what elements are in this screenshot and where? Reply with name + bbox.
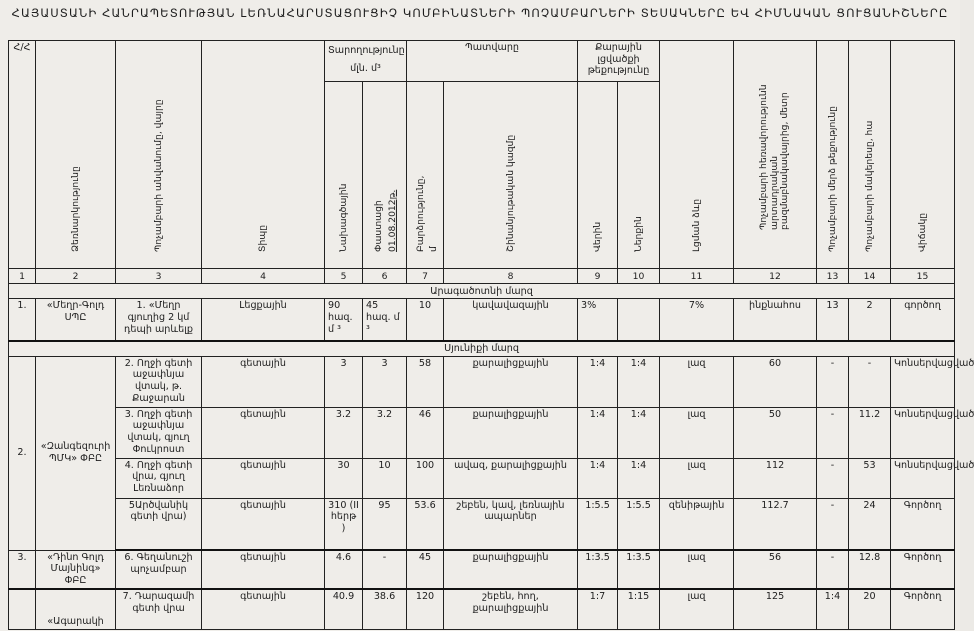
header-status: Վիճակը <box>891 41 955 269</box>
column-number-row <box>9 269 955 284</box>
cell-actual: 10 <box>363 458 407 498</box>
cell-design: 4.6 <box>325 550 363 589</box>
cell-actual: - <box>363 550 407 589</box>
cell-owner: «Մեղր-Գոլդ ՍՊԸ <box>36 299 116 341</box>
cell-design: 40.9 <box>325 589 363 629</box>
table-row <box>9 356 955 407</box>
header-slope: Քարային լցվածքի թեքությունը <box>578 41 660 82</box>
cell-owner: «Զանգեզուրի ՊՄԿ» ՓԲԸ <box>36 356 116 550</box>
header-distance: Պոչամբարի հեռավորությունն արտադրական բազմաբնակավայրից, մետր <box>734 41 817 269</box>
cell-height: 100 <box>407 458 444 498</box>
col-number: 8 <box>444 269 578 284</box>
cell-slope-bottom: 1:4 <box>618 458 660 498</box>
cell-slope-bottom: 1:4 <box>618 356 660 407</box>
header-name-location: Պոչամբարի անվանումը, վայրը <box>116 41 202 269</box>
header-row-1 <box>9 41 955 82</box>
cell-actual: 45 հազ. մ ³ <box>363 299 407 341</box>
cell-name: 6. Գեղանուշի պոչամբար <box>116 550 202 589</box>
cell-status: Կոնսերվացված <box>891 407 955 458</box>
cell-num: 1. <box>9 299 36 341</box>
cell-design: 310 (II հերթ ) <box>325 498 363 550</box>
cell-height: 120 <box>407 589 444 629</box>
header-num: Հ/Հ <box>9 41 36 269</box>
cell-area-slope: - <box>817 458 849 498</box>
cell-status: Գործող <box>891 589 955 629</box>
cell-drain: լազ <box>660 458 734 498</box>
header-area: Պոչամբարի մակերեսը, հա <box>849 41 891 269</box>
cell-height: 46 <box>407 407 444 458</box>
cell-drain: 7% <box>660 299 734 341</box>
header-area-slope: Պոչամբարի մերձ թեքությունը <box>817 41 849 269</box>
cell-slope-top: 1:4 <box>578 458 618 498</box>
cell-material: քարալիցքային <box>444 407 578 458</box>
cell-name: 7. Դարազամի գետի վրա <box>116 589 202 629</box>
table-row <box>9 498 955 550</box>
cell-slope-top: 3% <box>578 299 618 341</box>
cell-area-slope: - <box>817 407 849 458</box>
col-number: 7 <box>407 269 444 284</box>
col-number: 10 <box>618 269 660 284</box>
header-volume: Տարողությունը մլն. մ³ <box>325 41 407 82</box>
cell-area: - <box>849 356 891 407</box>
col-number: 2 <box>36 269 116 284</box>
cell-distance: 112 <box>734 458 817 498</box>
cell-design: 3.2 <box>325 407 363 458</box>
cell-area: 2 <box>849 299 891 341</box>
cell-area: 12.8 <box>849 550 891 589</box>
cell-slope-bottom: 1:4 <box>618 407 660 458</box>
section-header-aragatsotn: Արագածոտնի մարզ <box>9 284 955 299</box>
cell-area-slope: 1:4 <box>817 589 849 629</box>
table-row <box>9 407 955 458</box>
cell-name: 5Արծվանիկ գետի վրա) <box>116 498 202 550</box>
cell-area: 24 <box>849 498 891 550</box>
header-slope-top: Վերին <box>578 82 618 269</box>
cell-design: 90 հազ. մ ³ <box>325 299 363 341</box>
header-slope-bottom: Ներքին <box>618 82 660 269</box>
cell-slope-top: 1:7 <box>578 589 618 629</box>
table-row <box>9 458 955 498</box>
cell-distance: 50 <box>734 407 817 458</box>
document-title: ՀԱՅԱՍՏԱՆԻ ՀԱՆՐԱՊԵՏՈՒԹՅԱՆ ԼԵՌՆԱՀԱՐՍՏԱՑՈՒՑԻՉ ԿՈՄԲԻՆԱՏՆԵՐԻ ՊՈՉԱՄԲԱՐՆԵՐԻ ՏԵՍԱԿՆԵՐԸ ԵՎ ՀԻՄՆԱԿԱՆ ՑՈՒՑԱՆԻՇՆԵՐԸ <box>11 6 949 20</box>
cell-status: Գործող <box>891 550 955 589</box>
cell-status: Կոնսերվացված <box>891 458 955 498</box>
cell-distance: 112.7 <box>734 498 817 550</box>
col-number: 15 <box>891 269 955 284</box>
cell-status: Կոնսերվացված <box>891 356 955 407</box>
cell-drain: լազ <box>660 550 734 589</box>
col-number: 11 <box>660 269 734 284</box>
cell-num <box>9 589 36 629</box>
cell-area: 53 <box>849 458 891 498</box>
cell-status: գործող <box>891 299 955 341</box>
table-row <box>9 550 955 589</box>
cell-slope-top: 1:4 <box>578 356 618 407</box>
header-volume-actual: Փաստացի 01.08.2012թ. <box>363 82 407 269</box>
cell-type: գետային <box>202 458 325 498</box>
cell-material: շեբեն, կավ, լեռնային ապարներ <box>444 498 578 550</box>
cell-actual: 3.2 <box>363 407 407 458</box>
cell-name: 2. Ողջի գետի աջափնյա վտակ, թ. Քաջարան <box>116 356 202 407</box>
col-number: 9 <box>578 269 618 284</box>
cell-name: 1. «Մեղր գյուղից 2 կմ դեպի արևելք <box>116 299 202 341</box>
cell-area: 11.2 <box>849 407 891 458</box>
header-volume-design: Նախագծային <box>325 82 363 269</box>
cell-distance: ինքնահոս <box>734 299 817 341</box>
cell-material: շեբեն, հող, քարալիցքային <box>444 589 578 629</box>
cell-drain: լազ <box>660 356 734 407</box>
cell-drain: զենիթային <box>660 498 734 550</box>
cell-slope-top: 1:5.5 <box>578 498 618 550</box>
col-number: 6 <box>363 269 407 284</box>
cell-slope-bottom: 1:15 <box>618 589 660 629</box>
cell-status: Գործող <box>891 498 955 550</box>
cell-slope-top: 1:4 <box>578 407 618 458</box>
cell-actual: 3 <box>363 356 407 407</box>
header-dam-material: Շինանյութական կազմը <box>444 82 578 269</box>
section-header-syunik: Սյունիքի մարզ <box>9 341 955 357</box>
cell-type: գետային <box>202 589 325 629</box>
cell-owner: «Ագարակի <box>36 589 116 629</box>
cell-num: 2. <box>9 356 36 550</box>
cell-distance: 60 <box>734 356 817 407</box>
col-number: 4 <box>202 269 325 284</box>
header-height: Բարձրությունը, մ <box>407 82 444 269</box>
col-number: 1 <box>9 269 36 284</box>
cell-height: 53.6 <box>407 498 444 550</box>
cell-name: 3. Ողջի գետի աջափնյա վտակ, գյուղ Փուկրոստ <box>116 407 202 458</box>
cell-slope-top: 1:3.5 <box>578 550 618 589</box>
col-number: 5 <box>325 269 363 284</box>
cell-slope-bottom: 1:5.5 <box>618 498 660 550</box>
header-type: Տիպը <box>202 41 325 269</box>
cell-area-slope: - <box>817 498 849 550</box>
cell-distance: 125 <box>734 589 817 629</box>
cell-height: 45 <box>407 550 444 589</box>
cell-slope-bottom: 1:3.5 <box>618 550 660 589</box>
cell-owner: «Դինո Գոլդ Մայնինգ» ՓԲԸ <box>36 550 116 589</box>
tailings-table <box>8 40 974 630</box>
cell-height: 58 <box>407 356 444 407</box>
col-number: 3 <box>116 269 202 284</box>
table-row <box>9 589 955 629</box>
cell-design: 3 <box>325 356 363 407</box>
cell-drain: լազ <box>660 407 734 458</box>
cell-type: գետային <box>202 550 325 589</box>
cell-area-slope: 13 <box>817 299 849 341</box>
cell-name: 4. Ողջի գետի վրա, գյուղ Լեռնաձոր <box>116 458 202 498</box>
cell-area: 20 <box>849 589 891 629</box>
header-drain: Լցման ձևը <box>660 41 734 269</box>
cell-actual: 38.6 <box>363 589 407 629</box>
cell-material: քարալիցքային <box>444 550 578 589</box>
header-owner: Ձեռնարկությունը <box>36 41 116 269</box>
cell-distance: 56 <box>734 550 817 589</box>
table-row <box>9 299 955 341</box>
col-number: 12 <box>734 269 817 284</box>
header-dam: Պատվարը <box>407 41 578 82</box>
cell-type: գետային <box>202 407 325 458</box>
cell-height: 10 <box>407 299 444 341</box>
cell-area-slope: - <box>817 356 849 407</box>
cell-material: ավազ, քարալիցքային <box>444 458 578 498</box>
cell-type: Լեցքային <box>202 299 325 341</box>
col-number: 13 <box>817 269 849 284</box>
cell-material: կավավազային <box>444 299 578 341</box>
cell-drain: լազ <box>660 589 734 629</box>
cell-design: 30 <box>325 458 363 498</box>
cell-num: 3. <box>9 550 36 589</box>
cell-type: գետային <box>202 356 325 407</box>
cell-slope-bottom <box>618 299 660 341</box>
cell-area-slope: - <box>817 550 849 589</box>
cell-actual: 95 <box>363 498 407 550</box>
cell-type: գետային <box>202 498 325 550</box>
cell-material: քարալիցքային <box>444 356 578 407</box>
col-number: 14 <box>849 269 891 284</box>
